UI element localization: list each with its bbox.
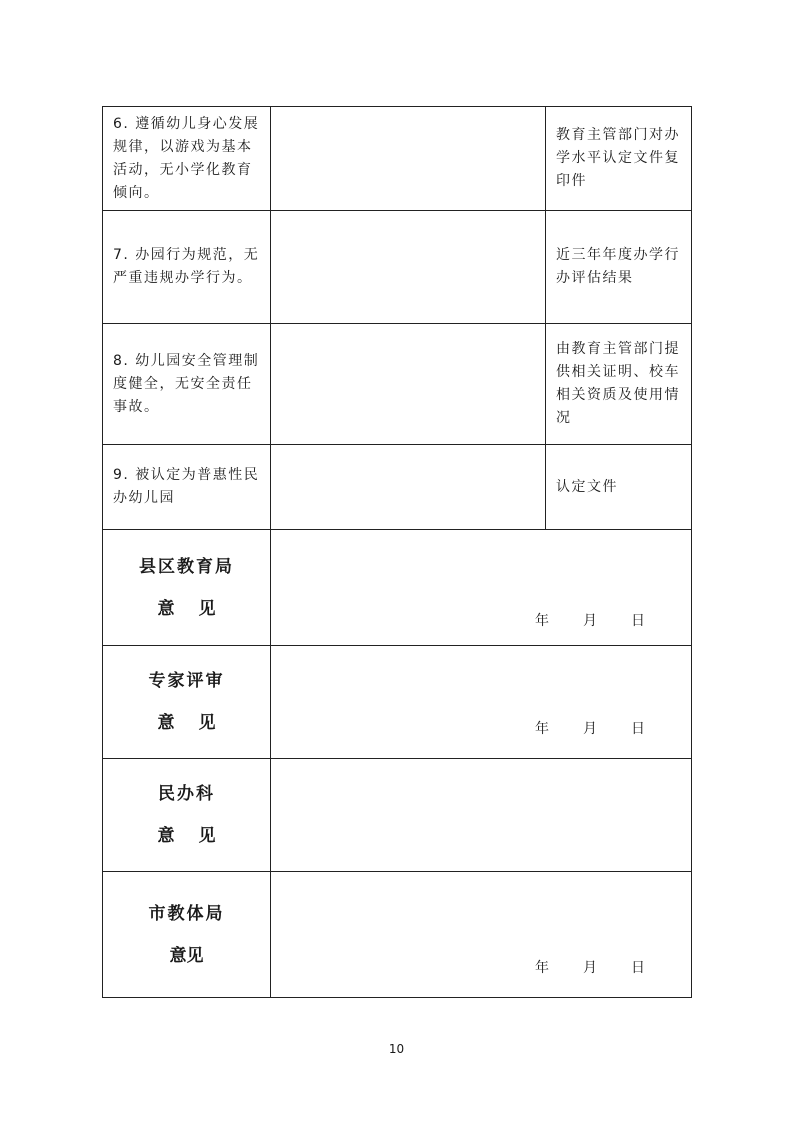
date-year: 年 (535, 613, 549, 629)
material-text: 近三年年度办学行办评估结果 (546, 211, 692, 324)
criterion-text: 9. 被认定为普惠性民办幼儿园 (103, 445, 271, 530)
criterion-text: 6. 遵循幼儿身心发展规律，以游戏为基本活动，无小学化教育倾向。 (103, 107, 271, 211)
opinion-field[interactable] (271, 759, 692, 872)
opinion-row-city-bureau (103, 872, 692, 998)
material-text: 认定文件 (546, 445, 692, 530)
opinion-title: 市教体局 (148, 903, 225, 924)
opinion-title: 民办科 (158, 784, 215, 804)
opinion-row-private-education (103, 759, 692, 872)
evaluation-form-table (102, 106, 692, 998)
opinion-subtitle: 意 见 (157, 713, 216, 733)
criterion-text: 7. 办园行为规范，无严重违规办学行为。 (103, 211, 271, 324)
content-cell (271, 324, 546, 445)
opinion-field[interactable] (271, 872, 692, 998)
date-day: 日 (631, 613, 645, 629)
content-cell (271, 107, 546, 211)
opinion-label (103, 530, 271, 646)
date-year: 年 (535, 960, 549, 976)
content-cell (271, 445, 546, 530)
opinion-subtitle: 意见 (169, 945, 204, 966)
criterion-row-8 (103, 324, 692, 445)
opinion-subtitle: 意 见 (157, 598, 216, 619)
date-line (535, 718, 645, 738)
opinion-label (103, 759, 271, 872)
date-line (535, 610, 645, 630)
date-month: 月 (583, 960, 597, 976)
content-cell (271, 211, 546, 324)
opinion-subtitle: 意 见 (157, 826, 216, 846)
opinion-row-expert (103, 646, 692, 759)
opinion-label (103, 646, 271, 759)
date-line (535, 957, 645, 977)
date-year: 年 (535, 721, 549, 737)
criterion-row-7 (103, 211, 692, 324)
opinion-title: 专家评审 (148, 671, 225, 691)
date-day: 日 (631, 960, 645, 976)
criterion-row-6 (103, 107, 692, 211)
material-text: 由教育主管部门提供相关证明、校车相关资质及使用情况 (546, 324, 692, 445)
opinion-field[interactable] (271, 646, 692, 759)
opinion-title: 县区教育局 (139, 556, 234, 577)
opinion-field[interactable] (271, 530, 692, 646)
opinion-label (103, 872, 271, 998)
page-number: 10 (388, 1042, 405, 1056)
date-month: 月 (583, 721, 597, 737)
criterion-row-9 (103, 445, 692, 530)
date-day: 日 (631, 721, 645, 737)
criterion-text: 8. 幼儿园安全管理制度健全，无安全责任事故。 (103, 324, 271, 445)
opinion-row-county (103, 530, 692, 646)
material-text: 教育主管部门对办学水平认定文件复印件 (546, 107, 692, 211)
date-month: 月 (583, 613, 597, 629)
